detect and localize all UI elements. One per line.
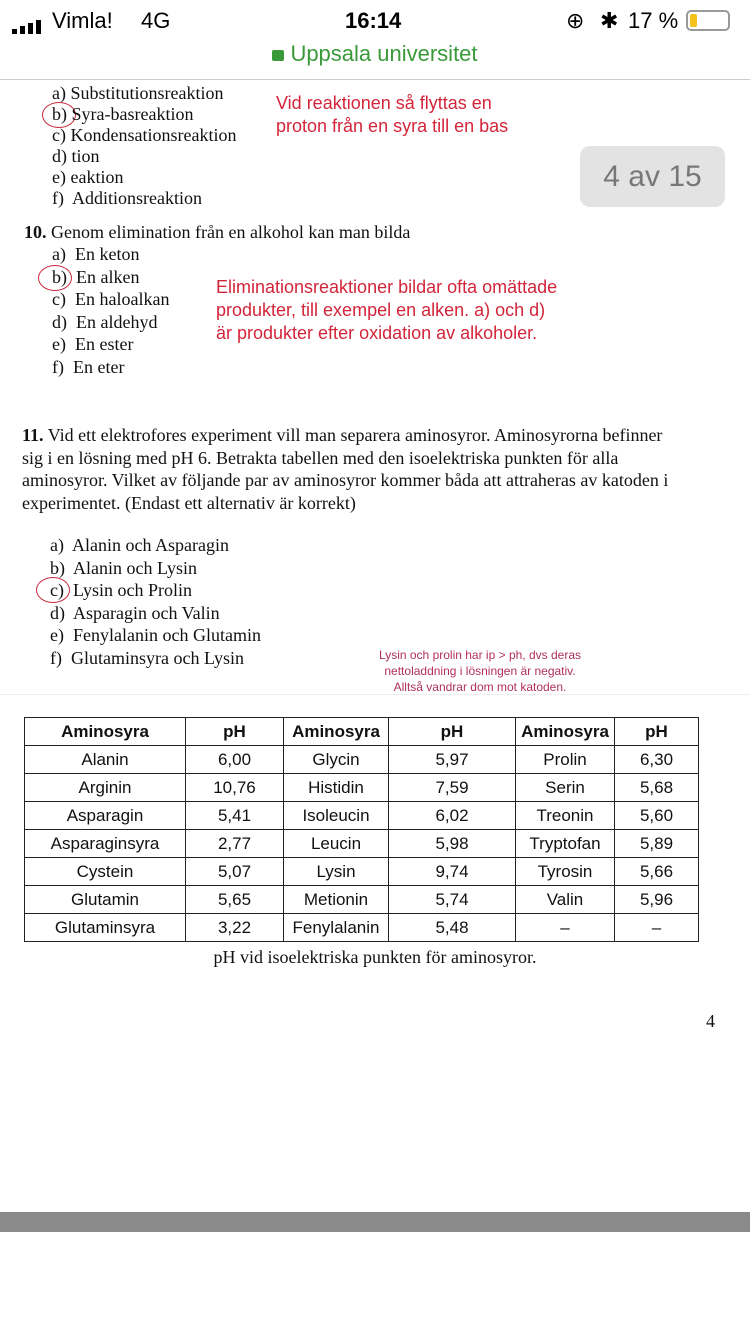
table-cell: Glutamin: [25, 886, 186, 914]
table-cell: Prolin: [516, 746, 615, 774]
signal-icon: [12, 14, 48, 40]
header-cell: pH: [615, 718, 699, 746]
q10-note: Eliminationsreaktioner bildar ofta omättade produkter, till exempel en alken. a) och d) är produkter efter oxidation av alkoholer.: [216, 277, 558, 343]
table-cell: Arginin: [25, 774, 186, 802]
table-cell: Glycin: [284, 746, 389, 774]
table-cell: Isoleucin: [284, 802, 389, 830]
table-cell: 5,66: [615, 858, 699, 886]
table-cell: –: [516, 914, 615, 942]
table-cell: 6,02: [389, 802, 516, 830]
status-bar: [0, 0, 750, 40]
site-name: Uppsala universitet: [290, 41, 478, 66]
page-separator: [0, 1212, 750, 1232]
q9-option-a: a) Substitutionsreaktion: [52, 83, 224, 103]
q9-option-f: f) Additionsreaktion: [52, 188, 202, 208]
table-cell: Treonin: [516, 802, 615, 830]
table-cell: Metionin: [284, 886, 389, 914]
isoelectric-table: [24, 717, 699, 942]
table-cell: 5,41: [186, 802, 284, 830]
network-type: 4G: [141, 8, 171, 33]
table-cell: Asparaginsyra: [25, 830, 186, 858]
table-cell: 7,59: [389, 774, 516, 802]
carrier-name: Vimla!: [52, 8, 113, 33]
q10-question: 10. Genom elimination från en alkohol kan man bilda: [24, 222, 411, 242]
table-cell: 10,76: [186, 774, 284, 802]
table-cell: Cystein: [25, 858, 186, 886]
url-bar[interactable]: [0, 40, 750, 80]
table-row: [25, 774, 699, 802]
table-cell: 3,22: [186, 914, 284, 942]
table-cell: 5,48: [389, 914, 516, 942]
q11-question: 11. Vid ett elektrofores experiment vill man separera aminosyror. Aminosyrorna befinner sig i en lösning med pH 6. Betrakta tabellen med den isoelektriska punkten för alla aminosyror. Vilket av följande par av aminosyror kommer båda att attraheras av katoden i experimentet. (Endast ett alternativ är korrekt): [22, 425, 669, 513]
header-cell: Aminosyra: [284, 718, 389, 746]
table-cell: 6,00: [186, 746, 284, 774]
orientation-lock-icon: ⊕: [566, 8, 585, 33]
table-cell: 5,65: [186, 886, 284, 914]
bluetooth-icon: ✱: [600, 8, 619, 33]
table-header-row: [25, 718, 699, 746]
q10-options: a) En keton b) En alken c) En haloalkan d) En aldehyd e) En ester f) En eter: [52, 244, 170, 377]
table-cell: Lysin: [284, 858, 389, 886]
battery-percent: 17 %: [628, 8, 679, 33]
table-cell: 5,97: [389, 746, 516, 774]
table-cell: 5,96: [615, 886, 699, 914]
divider: [0, 694, 750, 695]
header-cell: Aminosyra: [25, 718, 186, 746]
q9-option-b: b) Syra-basreaktion: [52, 104, 194, 124]
page-indicator: 4 av 15: [580, 146, 725, 207]
q9-option-d: d) tion: [52, 146, 100, 166]
q11-options: a) Alanin och Asparagin b) Alanin och Lysin c) Lysin och Prolin d) Asparagin och Valin e) Fenylalanin och Glutamin f) Glutaminsyra och Lysin: [50, 535, 261, 668]
table-cell: Tyrosin: [516, 858, 615, 886]
q9-note: Vid reaktionen så flyttas en proton från en syra till en bas: [276, 93, 509, 136]
q9-option-e: e) eaktion: [52, 167, 124, 187]
table-cell: Tryptofan: [516, 830, 615, 858]
table-row: [25, 886, 699, 914]
table-cell: Leucin: [284, 830, 389, 858]
header-cell: Aminosyra: [516, 718, 615, 746]
table-caption: pH vid isoelektriska punkten för aminosyror.: [213, 947, 537, 967]
table-row: [25, 830, 699, 858]
table-row: [25, 914, 699, 942]
table-cell: Asparagin: [25, 802, 186, 830]
table-cell: Fenylalanin: [284, 914, 389, 942]
table-cell: Histidin: [284, 774, 389, 802]
table-cell: 5,74: [389, 886, 516, 914]
q11-note: Lysin och prolin har ip > ph, dvs deras nettoladdning i lösningen är negativ. Alltså vandrar dom mot katoden.: [378, 648, 581, 694]
table-cell: 5,89: [615, 830, 699, 858]
table-cell: Alanin: [25, 746, 186, 774]
header-cell: pH: [186, 718, 284, 746]
header-cell: pH: [389, 718, 516, 746]
table-cell: Valin: [516, 886, 615, 914]
table-cell: Serin: [516, 774, 615, 802]
table-cell: Glutaminsyra: [25, 914, 186, 942]
clock: 16:14: [345, 8, 402, 33]
table-cell: 5,98: [389, 830, 516, 858]
table-row: [25, 858, 699, 886]
table-cell: 5,68: [615, 774, 699, 802]
table-cell: 9,74: [389, 858, 516, 886]
q9-option-c: c) Kondensationsreaktion: [52, 125, 237, 145]
table-cell: 5,07: [186, 858, 284, 886]
table-cell: 5,60: [615, 802, 699, 830]
table-row: [25, 802, 699, 830]
table-cell: –: [615, 914, 699, 942]
lock-icon: [272, 50, 284, 61]
page-number: 4: [706, 1011, 715, 1031]
table-row: [25, 746, 699, 774]
battery-icon: [686, 10, 730, 31]
table-cell: 6,30: [615, 746, 699, 774]
table-cell: 2,77: [186, 830, 284, 858]
